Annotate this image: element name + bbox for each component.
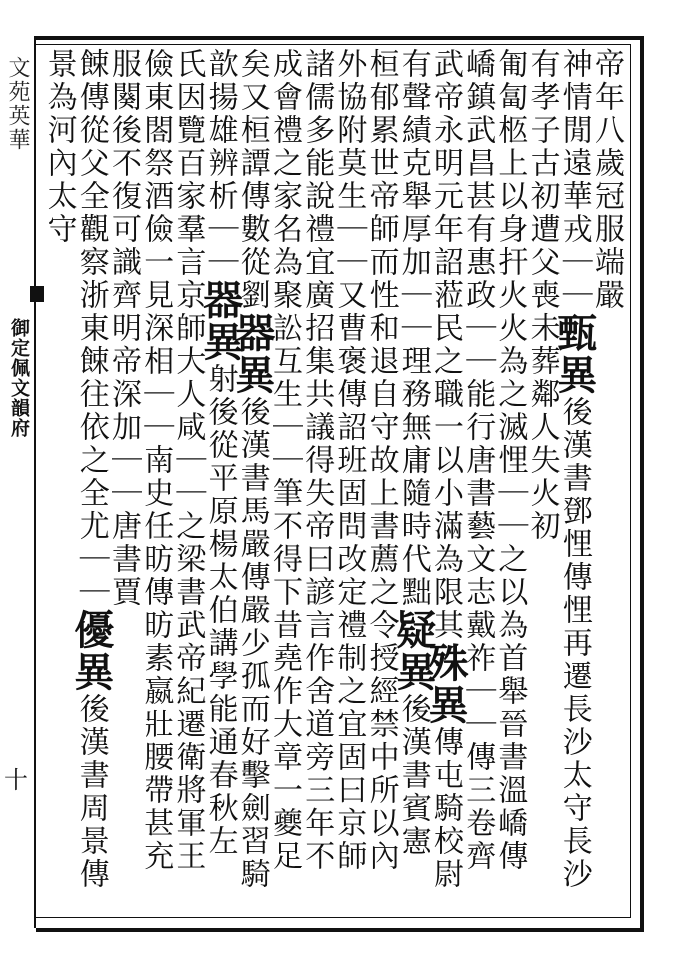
- fish-tail-mark: [30, 286, 44, 302]
- headword: 器異: [196, 279, 244, 363]
- text-column: [41, 48, 77, 912]
- text-column: [363, 48, 399, 912]
- column-text: 有孝子古初遭父喪未葬鄰人失火初: [524, 48, 560, 543]
- text-column: [67, 48, 115, 912]
- page-number: [4, 760, 34, 796]
- text-column: [492, 48, 528, 912]
- column-text: 景為河內太守: [41, 48, 77, 246]
- text-columns: [41, 48, 624, 912]
- gutter-running-text: 文苑英華: [5, 56, 30, 152]
- column-text: 桓郁累世帝師而性和退自守故上書薦之令授經禁中所以內: [363, 48, 399, 873]
- column-text: 武帝永明元年詔蒞民之職一以小滿為限其: [427, 48, 463, 642]
- column-text: 神情閒遠華戎｜｜: [556, 48, 592, 312]
- text-column: [138, 48, 174, 912]
- column-text: 儉東閤祭酒儉一見深相｜｜南史任昉傳昉素嬴壯腰帶甚充: [138, 48, 174, 873]
- text-column: [550, 48, 598, 912]
- column-text: 氏因覽百家羣言京師大人咸｜｜之梁書武帝紀遷衛將軍王: [170, 48, 206, 873]
- gutter-rule: [34, 36, 36, 928]
- column-text: 服闋後不復可識齊明帝深加｜｜唐書賈: [105, 48, 141, 609]
- text-column: [524, 48, 560, 912]
- column-text: 射後從平原楊太伯講學能通春秋左: [202, 363, 238, 858]
- column-text: 成會禮之家名為聚訟互生｜｜筆不得下昔堯作大章一夔足: [266, 48, 302, 873]
- column-text: 後漢書賓憲: [395, 693, 431, 858]
- column-text: 有聲績克舉厚加｜｜理務無庸隨時代黜: [395, 48, 431, 609]
- book-title: 御定佩文韻府: [8, 318, 30, 438]
- text-column: [170, 48, 206, 912]
- column-text: 歆揚雄辨析｜｜: [202, 48, 238, 279]
- text-column: [331, 48, 367, 912]
- column-text: 矣又桓譚傳數從劉: [234, 48, 270, 312]
- column-text: 匍匐柩上以身扞火火為之滅悝｜｜之以為首舉晉書溫嶠傳: [492, 48, 528, 873]
- page-number-text: 十: [4, 766, 28, 794]
- column-text: 後漢書鄧悝傳悝再遷長沙太守長沙: [556, 396, 592, 891]
- column-text: 嶠鎮武昌甚有惠政｜｜能行唐書藝文志戴祚｜｜傳三卷齊: [460, 48, 496, 873]
- text-column: [299, 48, 335, 912]
- column-text: 帝年八歲冠服端嚴: [588, 48, 624, 312]
- text-column: [266, 48, 302, 912]
- headword: 優異: [67, 609, 115, 693]
- headword: 疑異: [389, 609, 437, 693]
- column-text: 外協附莫生｜｜又曹褒傳詔班固問改定禮制之宜固曰京師: [331, 48, 367, 873]
- headword: 殊異: [421, 642, 469, 726]
- text-column: [196, 48, 244, 912]
- column-text: 後漢書周景傳: [73, 693, 109, 891]
- column-text: 傳屯騎校尉: [427, 726, 463, 891]
- column-text: 餗傳從父全觀察浙東餗往依之全尤｜｜: [73, 48, 109, 609]
- text-column: [389, 48, 437, 912]
- text-column: [460, 48, 496, 912]
- text-column: [105, 48, 141, 912]
- text-column: [421, 48, 469, 912]
- column-text: 後漢書馬嚴傳嚴少孤而好擊劍習騎: [234, 396, 270, 891]
- text-column: [588, 48, 624, 912]
- headword: 甄異: [550, 312, 598, 396]
- column-text: 諸儒多能說禮宜廣招集共議得失帝曰諺言作舍道旁三年不: [299, 48, 335, 873]
- text-column: [228, 48, 276, 912]
- headword: 器異: [228, 312, 276, 396]
